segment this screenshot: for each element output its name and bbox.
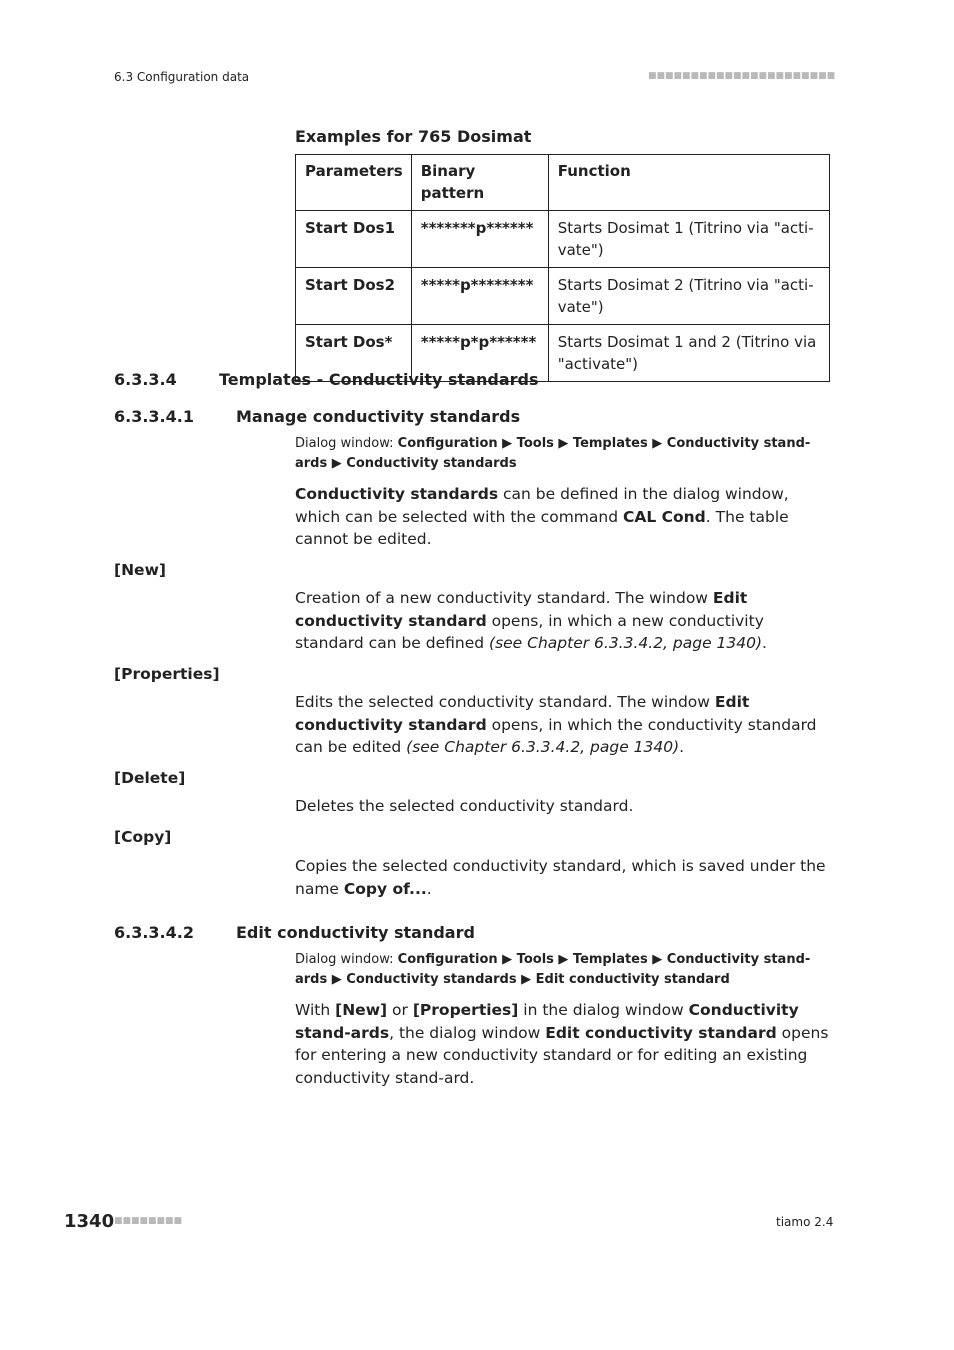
copy-button-label: [Copy] bbox=[114, 828, 172, 846]
delete-button-label: [Delete] bbox=[114, 769, 186, 787]
text: . The table cannot be edited. bbox=[295, 507, 789, 548]
column-header: Binary pattern bbox=[411, 155, 548, 211]
text: in the dialog window bbox=[518, 1001, 689, 1019]
text: Creation of a new conductivity standard. The window bbox=[295, 589, 713, 607]
text: Copies the selected conductivity standard, which is saved under the name bbox=[295, 857, 826, 898]
subsection-number: 6.3.3.4.1 bbox=[114, 407, 194, 426]
text: opens for entering a new conductivity standard or for editing an existing conductivity stand-ard. bbox=[295, 1023, 829, 1087]
text: opens, in which a new conductivity standard can be defined bbox=[295, 611, 764, 652]
section-title: Templates - Conductivity standards bbox=[219, 370, 539, 389]
param-cell: Start Dos2 bbox=[296, 268, 412, 325]
dialog-prefix: Dialog window: bbox=[295, 952, 398, 967]
window-name: Edit conductivity standard bbox=[545, 1023, 777, 1042]
dialog-path-b: ards ▶ Conductivity standards bbox=[295, 455, 517, 471]
new-button-label: [New] bbox=[114, 561, 166, 579]
param-cell: Start Dos* bbox=[296, 325, 412, 382]
footer-dots: ■■■■■■■■ bbox=[114, 1216, 183, 1226]
copy-name: Copy of... bbox=[343, 879, 427, 898]
page-number: 1340 bbox=[64, 1211, 115, 1232]
text: can be defined in the dialog window, which can be selected with the command bbox=[295, 485, 789, 526]
button-ref-properties: [Properties] bbox=[412, 1001, 519, 1019]
subsection-title: Edit conductivity standard bbox=[236, 923, 475, 942]
dialog-prefix: Dialog window: bbox=[295, 436, 398, 451]
running-header-section: 6.3 Configuration data bbox=[114, 70, 250, 84]
edit-description bbox=[295, 999, 835, 1089]
properties-button-label: [Properties] bbox=[114, 665, 220, 683]
column-header: Function bbox=[548, 155, 829, 211]
copy-description bbox=[295, 855, 835, 900]
pattern-cell: *****p*p****** bbox=[411, 325, 548, 382]
button-ref-new: [New] bbox=[335, 1001, 388, 1019]
text: , the dialog window bbox=[389, 1023, 546, 1042]
text: opens, in which the conductivity standard can be edited bbox=[295, 715, 817, 756]
dialog-path bbox=[295, 950, 830, 989]
function-cell: Starts Dosimat 1 and 2 (Titrino via "activate") bbox=[548, 325, 829, 382]
window-name: Edit conductivity standard bbox=[295, 693, 750, 734]
window-name: Edit conductivity standard bbox=[295, 589, 748, 630]
term-conductivity-standards: Conductivity standards bbox=[295, 485, 499, 503]
properties-description bbox=[295, 691, 835, 759]
new-description bbox=[295, 587, 835, 655]
dialog-path-b: ards ▶ Conductivity standards ▶ Edit conductivity standard bbox=[295, 971, 730, 987]
table-row bbox=[296, 211, 830, 268]
function-cell: Starts Dosimat 1 (Titrino via "acti-vate") bbox=[548, 211, 829, 268]
product-name: tiamo 2.4 bbox=[776, 1215, 834, 1229]
subsection-number: 6.3.3.4.2 bbox=[114, 923, 194, 942]
dialog-path-a: Configuration ▶ Tools ▶ Templates ▶ Conductivity stand- bbox=[397, 952, 811, 967]
table-header-row bbox=[296, 155, 830, 211]
text: . bbox=[762, 634, 767, 652]
table-row bbox=[296, 268, 830, 325]
pattern-cell: *****p******** bbox=[411, 268, 548, 325]
text: . bbox=[426, 879, 432, 898]
cross-reference-link[interactable]: (see Chapter 6.3.3.4.2, page 1340) bbox=[489, 634, 763, 652]
table-title: Examples for 765 Dosimat bbox=[295, 127, 532, 146]
text: or bbox=[387, 1001, 413, 1019]
subsection-title: Manage conductivity standards bbox=[236, 407, 521, 426]
text: . bbox=[679, 738, 685, 756]
dialog-path bbox=[295, 434, 830, 473]
text: Edits the selected conductivity standard. The window bbox=[295, 693, 715, 711]
function-cell: Starts Dosimat 2 (Titrino via "acti-vate") bbox=[548, 268, 829, 325]
delete-description: Deletes the selected conductivity standard. bbox=[295, 797, 634, 815]
dialog-path-a: Configuration ▶ Tools ▶ Templates ▶ Conductivity stand- bbox=[397, 436, 811, 451]
intro-paragraph bbox=[295, 483, 835, 551]
cross-reference-link[interactable]: (see Chapter 6.3.3.4.2, page 1340) bbox=[406, 738, 680, 756]
column-header: Parameters bbox=[296, 155, 412, 211]
pattern-cell: *******p****** bbox=[411, 211, 548, 268]
text: With bbox=[295, 1001, 336, 1019]
command-cal-cond: CAL Cond bbox=[622, 507, 706, 526]
window-name: Conductivity stand-ards bbox=[295, 1001, 799, 1042]
section-number: 6.3.3.4 bbox=[114, 370, 177, 389]
running-header-dots: ■■■■■■■■■■■■■■■■■■■■■■ bbox=[648, 71, 836, 81]
param-cell: Start Dos1 bbox=[296, 211, 412, 268]
dosimat-examples-table bbox=[295, 154, 830, 382]
